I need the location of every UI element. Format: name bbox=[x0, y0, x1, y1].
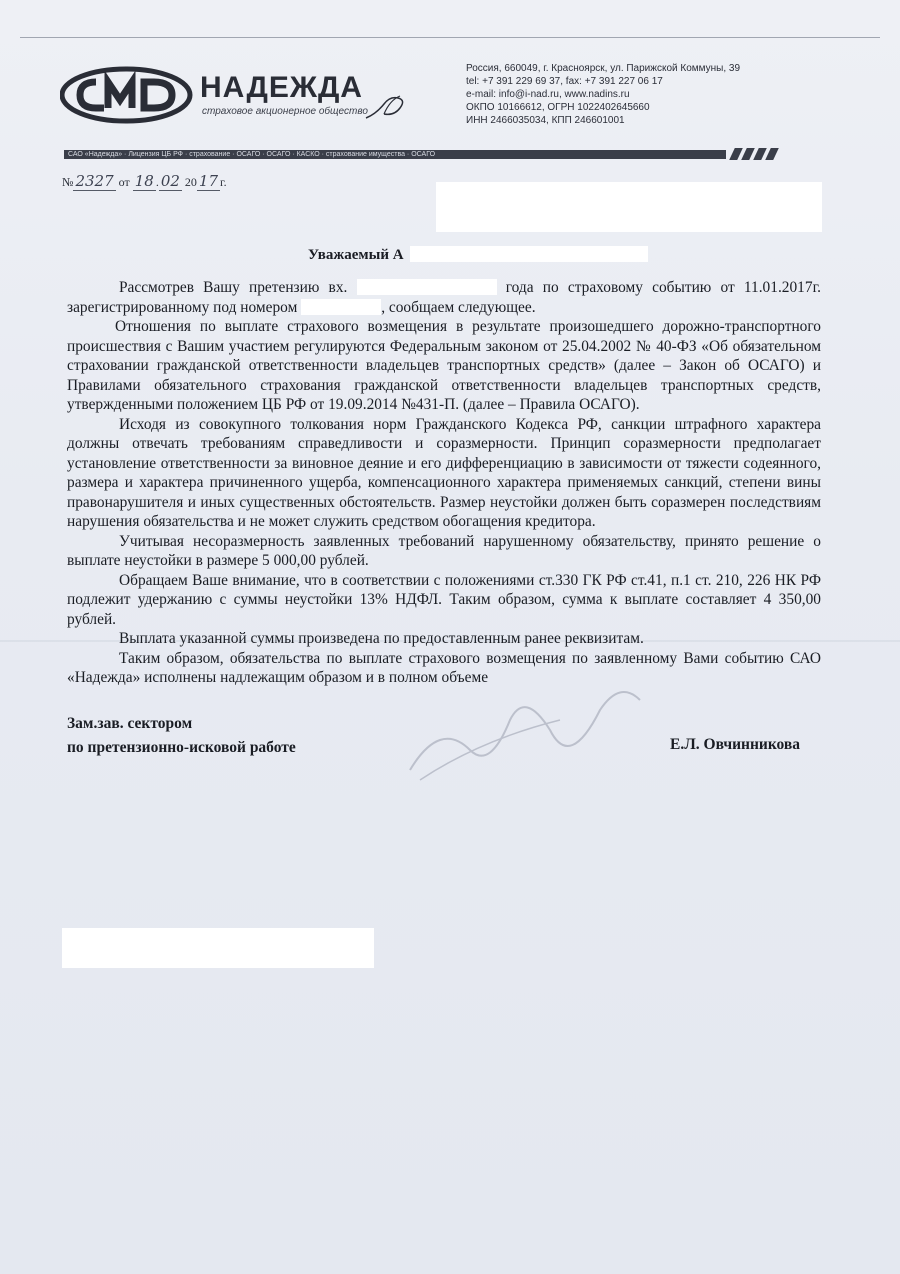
ref-number-prefix: № bbox=[62, 175, 74, 189]
redacted-recipient bbox=[436, 182, 822, 232]
contact-phone: tel: +7 391 229 69 37, fax: +7 391 227 06 17 bbox=[466, 76, 663, 87]
salutation-text: Уважаемый А bbox=[308, 247, 404, 263]
letter-body bbox=[67, 278, 821, 688]
signatory-title bbox=[67, 712, 296, 760]
salutation bbox=[308, 246, 648, 264]
signatory-title-line1: Зам.зав. сектором bbox=[67, 715, 193, 732]
contact-email: e-mail: info@i-nad.ru, www.nadins.ru bbox=[466, 89, 630, 100]
signatory-title-line2: по претензионно-исковой работе bbox=[67, 739, 296, 756]
paragraph-proportionality: Исходя из совокупного толкования норм Гражданского Кодекса РФ, санкции штрафного характера должны отвечать требованиям справедливости и соразмерности. Принцип соразмерности предполагает установление ответственности за виновное деяние и его дифференциацию в зависимости от тяжести содеянного, размера и характера причиненного ущерба, компенсационного характера применяемых санкций, степени вины правонарушителя и иных существенных обстоятельств. Размер неустойки должен быть соразмерен последствиям нарушения обязательства и не может служить средством обогащения кредитора. bbox=[67, 415, 821, 530]
redacted-event-number bbox=[301, 299, 381, 315]
paragraph-payment: Выплата указанной суммы произведена по предоставленным ранее реквизитам. bbox=[119, 630, 644, 647]
page-top-edge bbox=[20, 37, 880, 38]
ref-day: 18 bbox=[134, 172, 154, 190]
redacted-name bbox=[410, 246, 648, 262]
contact-inn: ИНН 2466035034, КПП 246601001 bbox=[466, 115, 625, 126]
ref-from-label: от bbox=[118, 175, 130, 189]
contact-okpo: ОКПО 10166612, ОГРН 1022402645660 bbox=[466, 102, 650, 113]
company-logo bbox=[60, 66, 400, 126]
contact-address: Россия, 660049, г. Красноярск, ул. Парижской Коммуны, 39 bbox=[466, 63, 741, 74]
intro-part-1: Рассмотрев Вашу претензию вх. bbox=[119, 279, 348, 296]
paragraph-conclusion: Таким образом, обязательства по выплате страхового возмещения по заявленному Вами событию САО «Надежда» исполнены надлежащим образом и в полном объеме bbox=[67, 649, 821, 686]
company-name: НАДЕЖДА bbox=[200, 71, 363, 104]
signatory-name: Е.Л. Овчинникова bbox=[670, 736, 801, 753]
intro-part-3: , сообщаем следующее. bbox=[381, 298, 536, 316]
signature-scribble-icon bbox=[400, 680, 660, 790]
paragraph-tax: Обращаем Ваше внимание, что в соответствии с положениями ст.330 ГК РФ ст.41, п.1 ст. 210, 226 НК РФ подлежит удержанию с суммы неустойки 13% НДФЛ. Таким образом, сумма к выплате составляет 4 350,00 рублей. bbox=[67, 571, 821, 628]
redacted-footer bbox=[62, 928, 374, 968]
company-contacts bbox=[466, 62, 740, 127]
intro-part-2: года по страховому событию от 11.01.2017г. зарегистрированному под номером bbox=[67, 279, 821, 316]
redacted-claim-number bbox=[357, 279, 497, 295]
ref-year-suffix: г. bbox=[220, 175, 227, 189]
paragraph-decision: Учитывая несоразмерность заявленных требований нарушенному обязательству, принято решение о выплате неустойки в размере 5 000,00 рублей. bbox=[67, 532, 821, 569]
strip-decoration bbox=[765, 148, 779, 160]
header-strip-text: САО «Надежда» · Лицензия ЦБ РФ · страхование · ОСАГО · ОСАГО · КАСКО · страхование имущества · ОСАГО bbox=[68, 151, 436, 158]
ref-year: 17 bbox=[198, 172, 219, 190]
ref-month: 02 bbox=[160, 172, 180, 190]
company-subtitle: страховое акционерное общество bbox=[202, 106, 368, 117]
sao-logo-icon bbox=[60, 66, 196, 124]
reference-line: № 2327 от 18 . 02 20 17 г. bbox=[62, 172, 227, 190]
ref-number: 2327 bbox=[75, 172, 114, 190]
paragraph-legal-basis: Отношения по выплате страхового возмещения в результате произошедшего дорожно-транспортного происшествия с Вашим участием регулируются Федеральным законом от 25.04.2002 № 40-ФЗ «Об обязательном страховании гражданской ответственности владельцев транспортных средств» (далее – Закон об ОСАГО) и Правилами обязательного страхования гражданской ответственности владельцев транспортных средств, утвержденными положением ЦБ РФ от 19.09.2014 №431-П. (далее – Правила ОСАГО). bbox=[67, 318, 821, 413]
swirl-icon bbox=[360, 90, 410, 124]
ref-year-prefix: 20 bbox=[184, 175, 197, 189]
paragraph-intro bbox=[67, 278, 821, 317]
